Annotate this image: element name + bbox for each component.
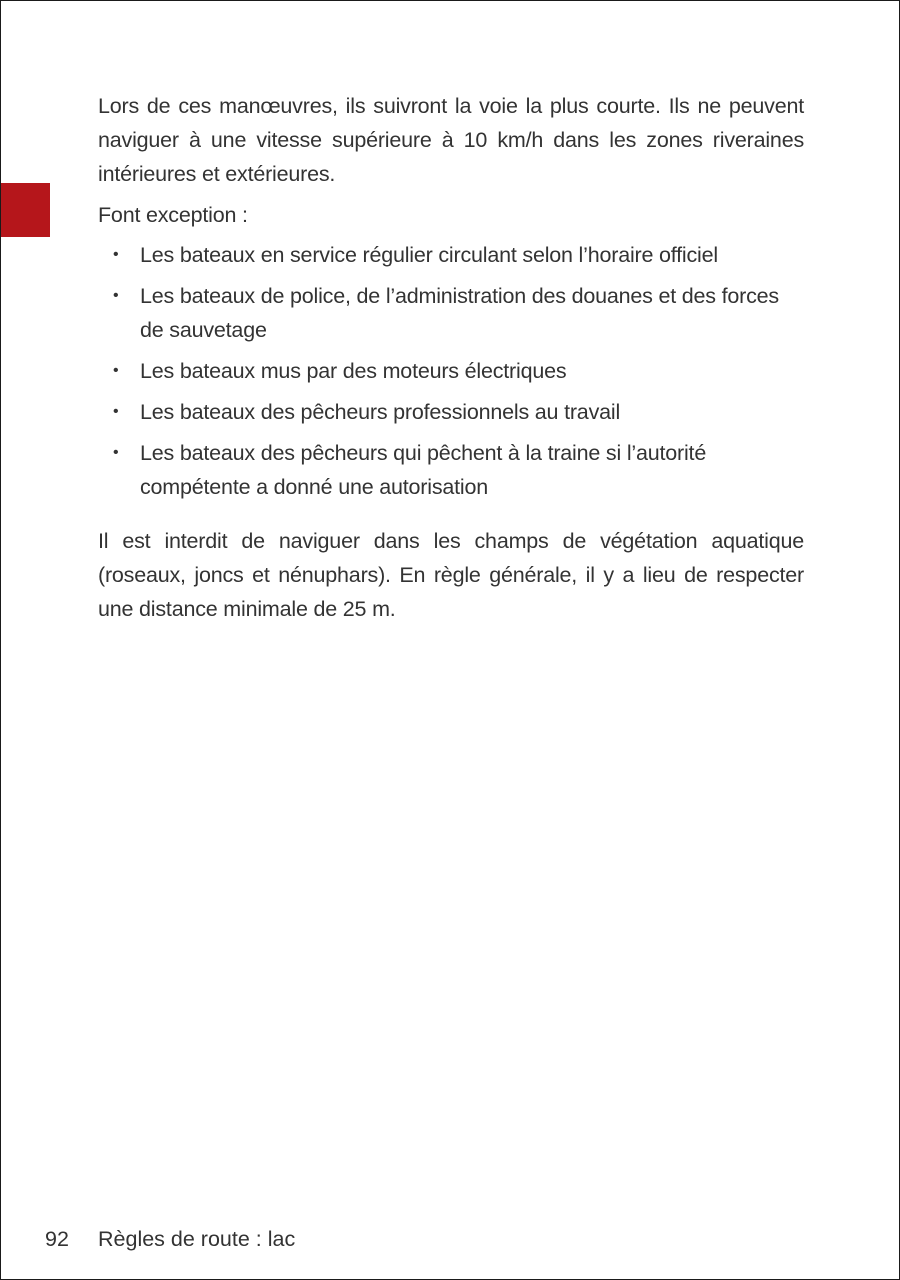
page-content: [98, 89, 804, 626]
list-item-text: Les bateaux de police, de l’administration des douanes et des forces de sauvetage: [140, 284, 779, 342]
bullet-icon: •: [113, 362, 119, 379]
list-item-text: Les bateaux mus par des moteurs électriques: [140, 359, 567, 383]
page-number: 92: [45, 1227, 69, 1251]
bullet-icon: •: [113, 444, 119, 461]
list-item-text: Les bateaux des pêcheurs professionnels au travail: [140, 400, 621, 424]
list-item: [98, 354, 804, 388]
bullet-icon: •: [113, 287, 119, 304]
closing-paragraph: Il est interdit de naviguer dans les champs de végétation aquatique (roseaux, joncs et nénuphars). En règle générale, il y a lieu de respecter une distance minimale de 25 m.: [98, 529, 804, 621]
list-item: [98, 436, 804, 504]
list-item-text: Les bateaux des pêcheurs qui pêchent à la traine si l’autorité compétente a donné une autorisation: [140, 441, 707, 499]
intro-paragraph: Lors de ces manœuvres, ils suivront la voie la plus courte. Ils ne peuvent naviguer à une vitesse supérieure à 10 km/h dans les zones riveraines intérieures et extérieures.: [98, 94, 804, 186]
section-title: Règles de route : lac: [98, 1227, 296, 1251]
list-item: [98, 395, 804, 429]
list-item: [98, 238, 804, 272]
exception-heading: Font exception :: [98, 203, 248, 227]
chapter-marker-tab: [1, 183, 50, 237]
exceptions-list: [98, 238, 804, 504]
page-footer: [45, 1223, 295, 1255]
list-item-text: Les bateaux en service régulier circulant selon l’horaire officiel: [140, 243, 718, 267]
bullet-icon: •: [113, 403, 119, 420]
list-item: [98, 279, 804, 347]
bullet-icon: •: [113, 246, 119, 263]
